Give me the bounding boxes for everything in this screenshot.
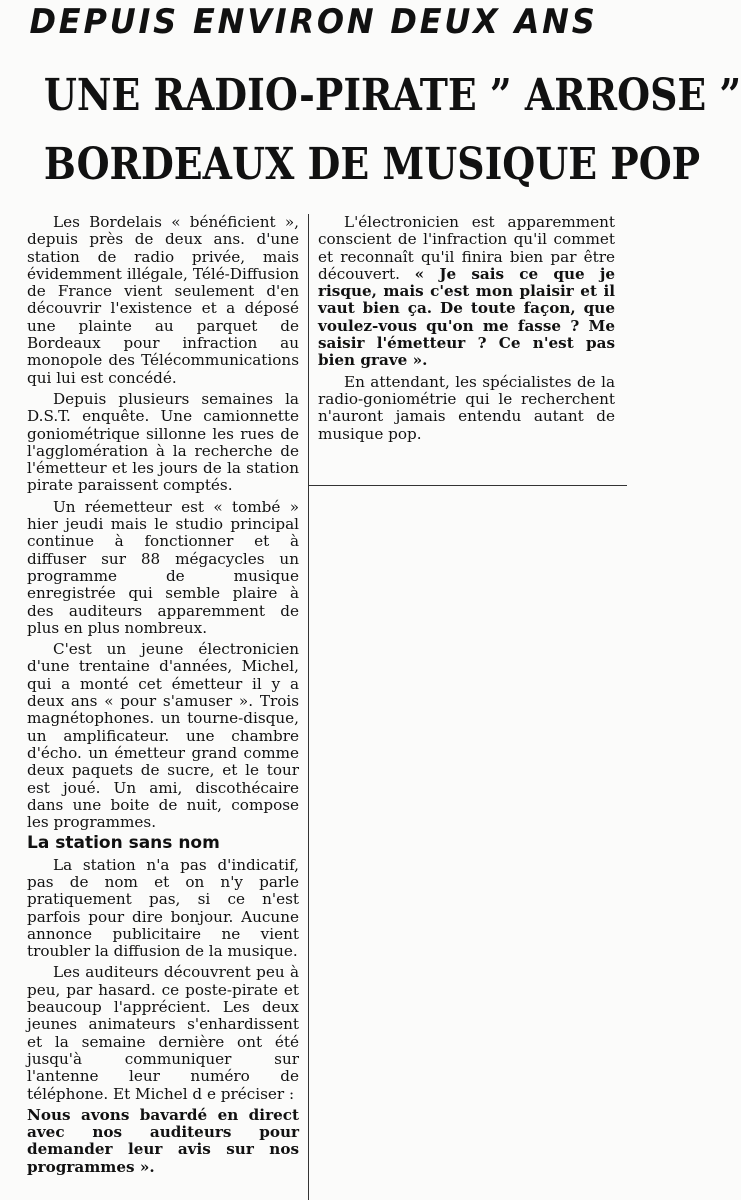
paragraph: La station n'a pas d'indicatif, pas de nom et on n'y parle pratiquement pas, si ce n'est parfois pour dire bonjour. Aucune annonce publicitaire ne vient troubler la diffusion de la musique. bbox=[27, 855, 299, 961]
subheading: La station sans nom bbox=[27, 833, 220, 854]
paragraph: Les auditeurs découvrent peu à peu, par hasard. ce poste-pirate et beaucoup l'apprécient. Les deux jeunes animateurs s'enhardissent et la semaine dernière ont été jusqu'à communiquer sur l'antenne leur numéro de téléphone. Et Michel d e préciser : bbox=[27, 963, 299, 1103]
paragraph: Depuis plusieurs semaines la D.S.T. enquête. Une camionnette goniométrique sillonne les rues de l'agglomération à la recherche de l'émetteur et les jours de la station pirate paraissent comptés. bbox=[27, 389, 299, 495]
quote-paragraph: Nous avons bavardé en direct avec nos auditeurs pour demander leur avis sur nos programmes ». bbox=[27, 1105, 299, 1176]
right-column bbox=[318, 214, 615, 447]
paragraph-text: L'électronicien est apparemment conscient de l'infraction qu'il commet et reconnaît qu'il finira bien par être découvert. bbox=[318, 213, 615, 283]
paragraph: C'est un jeune électronicien d'une trentaine d'années, Michel, qui a monté cet émetteur il y a deux ans « pour s'amuser ». Trois magnétophones. un tourne-disque, un amplificateur. une chambre d'écho. un émetteur grand comme deux paquets de sucre, et le tour est joué. Un ami, discothécaire dans une boite de nuit, compose les programmes. bbox=[27, 640, 299, 832]
paragraph: Les Bordelais « bénéficient », depuis près de deux ans. d'une station de radio privée, mais évidemment illégale, Télé-Diffusion de France vient seulement d'en découvrir l'existence et a déposé une plainte au parquet de Bordeaux pour infraction au monopole des Télécommunications qui lui est concédé. bbox=[27, 213, 299, 387]
paragraph: En attendant, les spécialistes de la radio-goniométrie qui le recherchent n'auront jamais entendu autant de musique pop. bbox=[318, 372, 615, 443]
article-kicker: DEPUIS ENVIRON DEUX ANS bbox=[29, 2, 598, 42]
headline-line-1: UNE RADIO-PIRATE ” ARROSE ” bbox=[43, 70, 741, 121]
quote-text: « Je sais ce que je risque, mais c'est mon plaisir et il vaut bien ça. De toute façon, que voulez-vous qu'on me fasse ? Me saisir l'émetteur ? Ce n'est pas bien grave ». bbox=[318, 264, 616, 370]
left-column bbox=[27, 214, 299, 1180]
headline-line-2: BORDEAUX DE MUSIQUE POP bbox=[43, 139, 701, 190]
paragraph: Un réemetteur est « tombé » hier jeudi mais le studio principal continue à fonctionner et à diffuser sur 88 mégacycles un programme de musique enregistrée qui semble plaire à des auditeurs apparemment de plus en plus nombreux. bbox=[27, 497, 299, 637]
paragraph bbox=[318, 214, 615, 370]
column-divider bbox=[308, 214, 309, 1200]
section-divider bbox=[308, 485, 627, 486]
